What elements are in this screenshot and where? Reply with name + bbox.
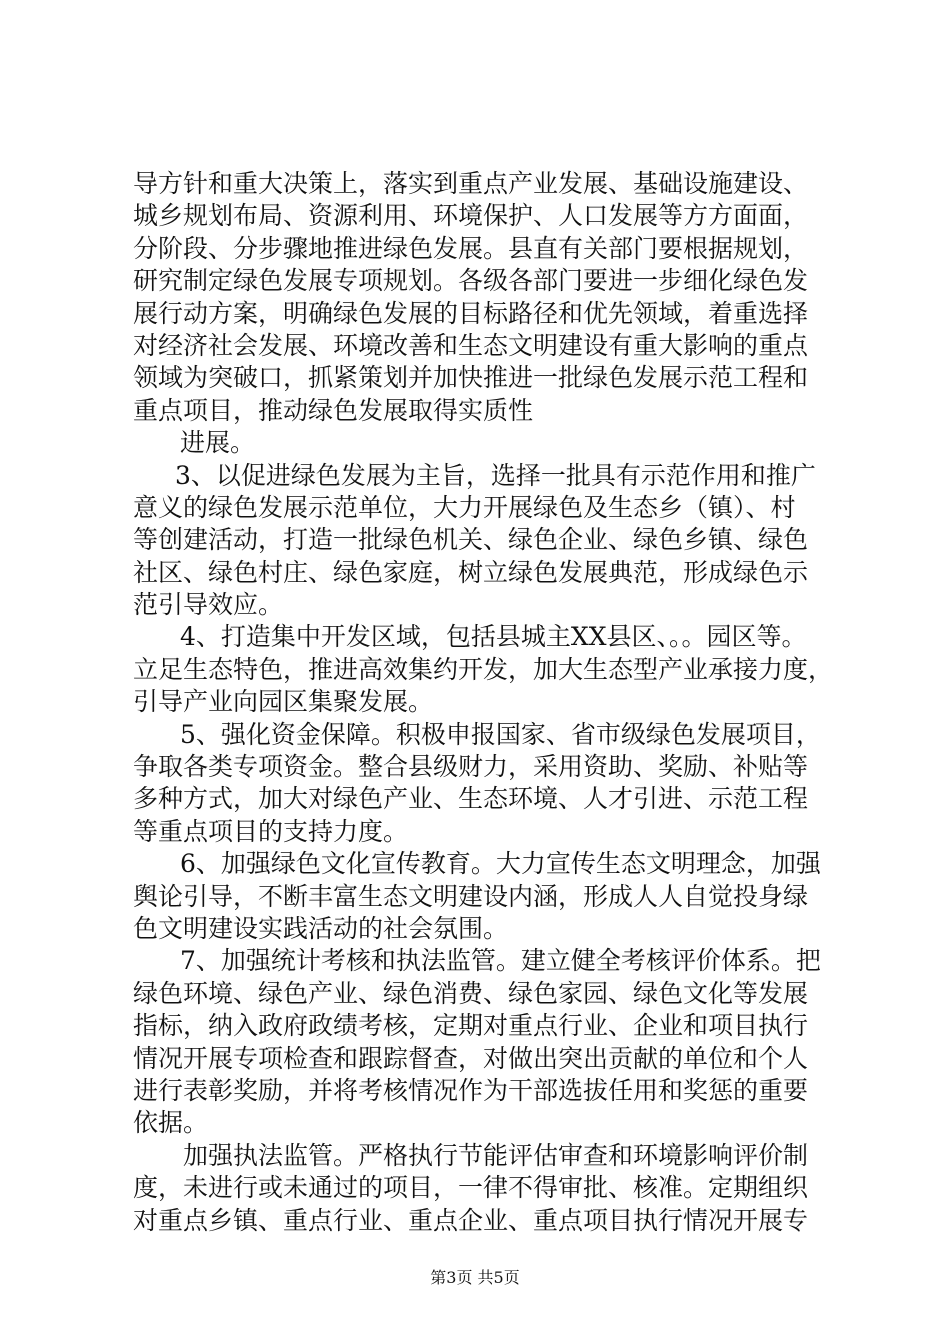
text-line: 对重点乡镇、重点行业、重点企业、重点项目执行情况开展专 [133, 1205, 809, 1235]
text-line: 进展。 [180, 428, 256, 458]
text-line: 导方针和重大决策上，落实到重点产业发展、基础设施建设、 [133, 169, 809, 198]
text-line: 舆论引导，不断丰富生态文明建设内涵，形成人人自觉投身绿 [133, 881, 809, 911]
text-line: 分阶段、分步骤地推进绿色发展。县直有关部门要根据规划， [133, 233, 809, 263]
text-line: 争取各类专项资金。整合县级财力，采用资助、奖励、补贴等 [133, 752, 809, 782]
body-text [133, 168, 833, 1237]
text-line: 加强执法监管。严格执行节能评估审查和环境影响评价制 [183, 1140, 809, 1170]
text-line: 范引导效应。 [133, 590, 284, 620]
text-line: 等重点项目的支持力度。 [133, 816, 409, 846]
text-line: 立足生态特色，推进高效集约开发，加大生态型产业承接力度， [133, 654, 833, 684]
text-line: 进行表彰奖励，并将考核情况作为干部选拔任用和奖惩的重要 [133, 1075, 809, 1105]
text-line: 情况开展专项检查和跟踪督查，对做出突出贡献的单位和个人 [133, 1043, 809, 1073]
text-line: 等创建活动，打造一批绿色机关、绿色企业、绿色乡镇、绿色 [133, 525, 809, 555]
text-line: 绿色环境、绿色产业、绿色消费、绿色家园、绿色文化等发展 [133, 978, 809, 1008]
text-line: 多种方式，加大对绿色产业、生态环境、人才引进、示范工程 [133, 784, 809, 814]
text-line: 度，未进行或未通过的项目，一律不得审批、核准。定期组织 [133, 1173, 809, 1203]
text-line: 引导产业向园区集聚发展。 [133, 687, 434, 717]
text-line: 指标，纳入政府政绩考核，定期对重点行业、企业和项目执行 [133, 1011, 809, 1041]
text-line: 研究制定绿色发展专项规划。各级各部门要进一步细化绿色发 [133, 266, 809, 296]
text-line: 领域为突破口，抓紧策划并加快推进一批绿色发展示范工程和 [133, 363, 809, 393]
text-line: 社区、绿色村庄、绿色家庭，树立绿色发展典范，形成绿色示 [133, 557, 809, 587]
text-line: 展行动方案，明确绿色发展的目标路径和优先领域，着重选择 [133, 298, 809, 328]
text-line: 重点项目，推动绿色发展取得实质性 [133, 395, 534, 425]
text-line: 6、加强绿色文化宣传教育。大力宣传生态文明理念，加强 [180, 849, 821, 879]
text-line: 对经济社会发展、环境改善和生态文明建设有重大影响的重点 [133, 330, 809, 360]
page-footer: 第3页 共5页 [430, 1268, 520, 1287]
text-line: 意义的绿色发展示范单位，大力开展绿色及生态乡（镇）、村 [133, 492, 796, 522]
text-line: 5、强化资金保障。积极申报国家、省市级绿色发展项目， [180, 719, 821, 749]
text-line: 4、打造集中开发区域，包括县城主XX县区、。。园区等。 [180, 622, 807, 652]
text-line: 依据。 [133, 1108, 209, 1138]
text-line: 色文明建设实践活动的社会氛围。 [133, 913, 509, 943]
text-line: 3、以促进绿色发展为主旨，选择一批具有示范作用和推广 [175, 460, 816, 490]
text-line: 城乡规划布局、资源利用、环境保护、人口发展等方方面面， [133, 201, 809, 231]
text-line: 7、加强统计考核和执法监管。建立健全考核评价体系。把 [180, 946, 821, 976]
